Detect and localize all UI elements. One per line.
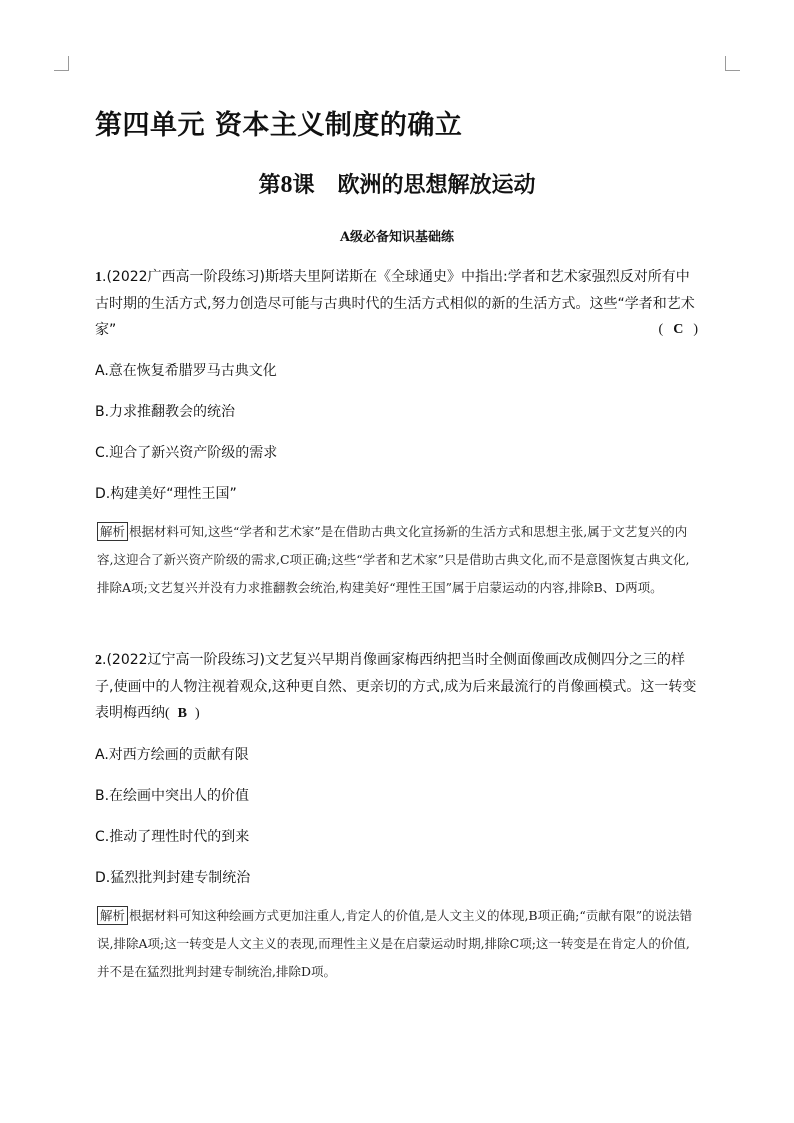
answer-bracket: ( B )	[165, 706, 200, 721]
unit-title: 第四单元 资本主义制度的确立	[95, 110, 463, 141]
lesson-title	[0, 168, 794, 199]
question-number: 1	[95, 270, 102, 285]
section-title: A级必备知识基础练	[339, 230, 455, 245]
question-1	[95, 264, 698, 343]
crop-mark-top-right	[725, 56, 740, 71]
option-d: D.猛烈批判封建专制统治	[95, 870, 251, 886]
explanation-1	[97, 518, 697, 602]
crop-mark-top-left	[54, 56, 69, 71]
option-a: A.对西方绘画的贡献有限	[95, 747, 249, 763]
question-stem: .(2022辽宁高一阶段练习)文艺复兴早期肖像画家梅西纳把当时全侧面像画改成侧四分之三的样子,使画中的人物注视着观众,这种更自然、更亲切的方式,成为后来最流行的肖像画模式。这一转变表明梅西纳	[95, 652, 697, 721]
option-a: A.意在恢复希腊罗马古典文化	[95, 363, 277, 379]
option-c: C.推动了理性时代的到来	[95, 829, 250, 845]
answer-letter: B	[177, 706, 188, 721]
explanation-2	[97, 902, 697, 986]
question-number: 2	[95, 653, 102, 668]
explanation-text: 根据材料可知这种绘画方式更加注重人,肯定人的价值,是人文主义的体现,B项正确;“贡献有限”的说法错误,排除A项;这一转变是人文主义的表现,而理性主义是在启蒙运动时期,排除C项;这一转变是在肯定人的价值,并不是在猛烈批判封建专制统治,排除D项。	[97, 908, 693, 979]
explanation-text: 根据材料可知,这些“学者和艺术家”是在借助古典文化宣扬新的生活方式和思想主张,属于文艺复兴的内容,这迎合了新兴资产阶级的需求,C项正确;这些“学者和艺术家”只是借助古典文化,而不是意图恢复古典文化,排除A项;文艺复兴并没有力求推翻教会统治,构建美好“理性王国”属于启蒙运动的内容,排除B、D两项。	[97, 524, 690, 595]
option-c: C.迎合了新兴资产阶级的需求	[95, 445, 278, 461]
option-b: B.在绘画中突出人的价值	[95, 788, 250, 804]
answer-bracket: ( C )	[658, 322, 698, 337]
lesson-number: 8	[280, 172, 293, 198]
answer-letter: C	[673, 322, 684, 337]
option-d: D.构建美好“理性王国”	[95, 486, 237, 502]
explanation-tag: 解析	[97, 522, 128, 541]
question-2	[95, 647, 698, 727]
question-stem: .(2022广西高一阶段练习)斯塔夫里阿诺斯在《全球通史》中指出:学者和艺术家强烈反对所有中古时期的生活方式,努力创造尽可能与古典时代的生活方式相似的新的生活方式。这些“学者和艺术家”	[95, 269, 695, 338]
lesson-prefix: 第	[258, 173, 281, 198]
lesson-name: 欧洲的思想解放运动	[337, 173, 536, 198]
lesson-suffix: 课	[292, 173, 315, 198]
explanation-tag: 解析	[97, 906, 128, 925]
option-b: B.力求推翻教会的统治	[95, 404, 236, 420]
